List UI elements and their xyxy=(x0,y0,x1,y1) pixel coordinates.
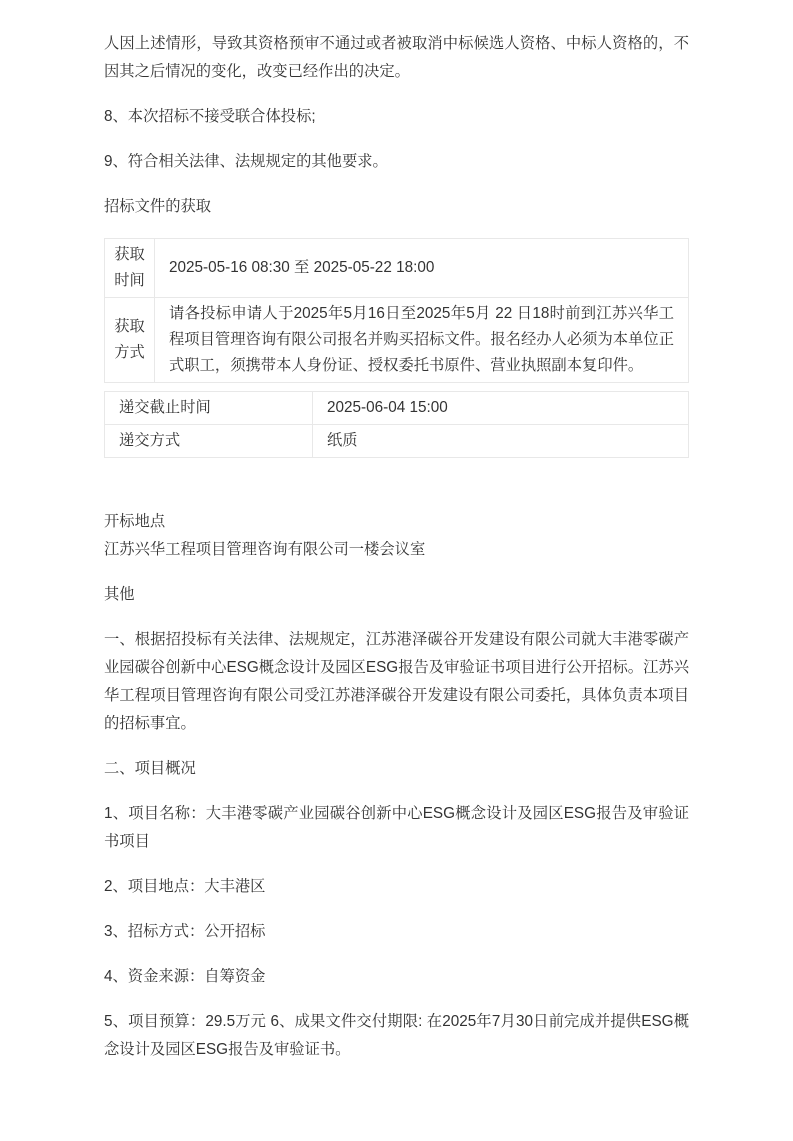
overview-item-bidding-method: 3、招标方式：公开招标 xyxy=(104,923,266,940)
clause-8: 8、本次招标不接受联合体投标; xyxy=(104,108,316,125)
table-row xyxy=(105,392,689,425)
bid-opening-location: 江苏兴华工程项目管理咨询有限公司一楼会议室 xyxy=(104,541,426,558)
row-label: 递交截止时间 xyxy=(105,392,313,425)
intro-paragraph: 人因上述情形，导致其资格预审不通过或者被取消中标候选人资格、中标人资格的，不因其之后情况的变化，改变已经作出的决定。 xyxy=(104,35,689,80)
table-row xyxy=(105,239,689,298)
overview-item-budget-and-deadline: 5、项目预算：29.5万元 6、成果文件交付期限: 在2025年7月30日前完成并提供ESG概念设计及园区ESG报告及审验证书。 xyxy=(104,1013,689,1058)
row-value: 2025-06-04 15:00 xyxy=(313,392,689,425)
project-overview-heading: 二、项目概况 xyxy=(104,760,196,777)
row-label: 获取方式 xyxy=(105,298,155,383)
table-row xyxy=(105,425,689,458)
bid-opening-heading: 开标地点 xyxy=(104,513,166,530)
clause-one-paragraph: 一、根据招投标有关法律、法规规定，江苏港泽碳谷开发建设有限公司就大丰港零碳产业园碳谷创新中心ESG概念设计及园区ESG报告及审验证书项目进行公开招标。江苏兴华工程项目管理咨询有限公司受江苏港泽碳谷开发建设有限公司委托，具体负责本项目的招标事宜。 xyxy=(104,631,689,732)
row-label: 递交方式 xyxy=(105,425,313,458)
row-value: 2025-05-16 08:30 至 2025-05-22 18:00 xyxy=(155,239,689,298)
acquisition-section-heading: 招标文件的获取 xyxy=(104,198,212,215)
clause-9: 9、符合相关法律、法规规定的其他要求。 xyxy=(104,153,388,170)
row-label: 获取时间 xyxy=(105,239,155,298)
bid-opening-block xyxy=(104,508,689,564)
table-row xyxy=(105,298,689,383)
submission-table xyxy=(104,391,689,458)
overview-item-funding-source: 4、资金来源：自筹资金 xyxy=(104,968,266,985)
document-content xyxy=(104,30,689,1064)
row-value: 请各投标申请人于2025年5月16日至2025年5月 22 日18时前到江苏兴华工程项目管理咨询有限公司报名并购买招标文件。报名经办人必须为本单位正式职工，须携带本人身份证、授权委托书原件、营业执照副本复印件。 xyxy=(155,298,689,383)
row-value: 纸质 xyxy=(313,425,689,458)
overview-item-project-name: 1、项目名称：大丰港零碳产业园碳谷创新中心ESG概念设计及园区ESG报告及审验证书项目 xyxy=(104,805,689,850)
overview-item-project-location: 2、项目地点：大丰港区 xyxy=(104,878,266,895)
others-section-heading: 其他 xyxy=(104,586,135,603)
acquisition-table xyxy=(104,238,689,383)
